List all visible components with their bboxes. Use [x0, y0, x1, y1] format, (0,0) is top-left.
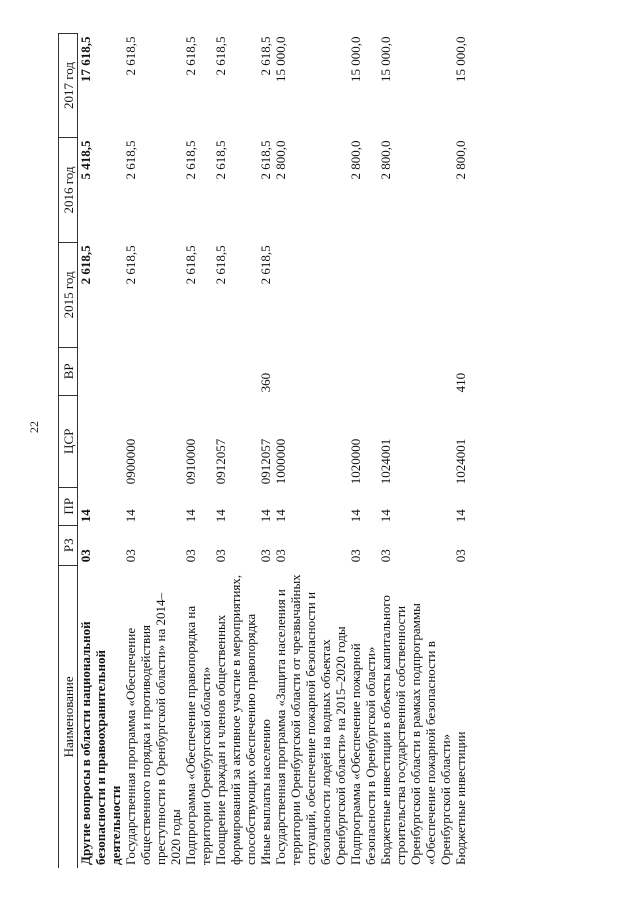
- row-2017: 2 618,5: [183, 36, 198, 76]
- row-rz: 03: [378, 549, 393, 563]
- row-2016: 2 800,0: [453, 140, 468, 180]
- row-name: Государственная программа «Обеспечение общественного порядка и противодействия преступности в Оренбургской области» на 2014–2020 годы: [123, 593, 183, 865]
- row-name: Другие вопросы в области национальной безопасности и правоохранительной деятельности: [78, 621, 123, 865]
- row-2016: 2 800,0: [273, 140, 288, 180]
- table-row: [78, 34, 124, 869]
- budget-table: [58, 33, 468, 868]
- row-vr: 360: [258, 372, 273, 393]
- row-2017: 2 618,5: [213, 36, 228, 76]
- row-vr: [348, 347, 378, 395]
- row-2017: 15 000,0: [273, 36, 288, 82]
- table-row: [258, 34, 273, 869]
- header-pr: ПР: [59, 487, 78, 525]
- row-csr: 1024001: [378, 438, 393, 485]
- row-2015: 2 618,5: [183, 245, 198, 285]
- row-pr: 14: [258, 509, 273, 523]
- row-vr: [123, 347, 183, 395]
- table-row: [123, 34, 183, 869]
- row-2016: 2 800,0: [378, 140, 393, 180]
- row-name: Бюджетные инвестиции: [453, 731, 468, 865]
- page-number: 22: [27, 421, 41, 433]
- row-vr: [378, 347, 453, 395]
- row-2017: 15 000,0: [453, 36, 468, 82]
- row-vr: 410: [453, 372, 468, 393]
- header-2016: 2016 год: [59, 138, 78, 243]
- row-csr: 0912057: [213, 438, 228, 485]
- row-2015: [378, 242, 453, 347]
- row-rz: 03: [183, 549, 198, 563]
- row-2016: 2 618,5: [123, 140, 138, 180]
- row-pr: 14: [183, 509, 198, 523]
- row-2015: [348, 242, 378, 347]
- row-2017: 17 618,5: [78, 36, 93, 82]
- row-pr: 14: [378, 509, 393, 523]
- row-2015: [453, 242, 468, 347]
- row-csr: 0910000: [183, 438, 198, 485]
- table-row: [273, 34, 348, 869]
- row-pr: 14: [123, 509, 138, 523]
- header-2015: 2015 год: [59, 242, 78, 347]
- row-rz: 03: [258, 549, 273, 563]
- rotated-table-container: [58, 33, 578, 868]
- header-csr: ЦСР: [59, 395, 78, 487]
- table-row: [213, 34, 258, 869]
- row-2017: 15 000,0: [378, 36, 393, 82]
- row-csr: 0912057: [258, 438, 273, 485]
- table-row: [183, 34, 213, 869]
- row-rz: 03: [213, 549, 228, 563]
- row-2016: 2 618,5: [213, 140, 228, 180]
- row-2015: 2 618,5: [213, 245, 228, 285]
- row-name: Подпрограмма «Обеспечение пожарной безопасности в Оренбургской области»: [348, 643, 378, 865]
- row-rz: 03: [348, 549, 363, 563]
- row-name: Иные выплаты населению: [258, 719, 273, 865]
- row-vr: [183, 347, 213, 395]
- row-csr: 1024001: [453, 438, 468, 485]
- row-csr: 1000000: [273, 438, 288, 485]
- row-csr: [78, 395, 124, 487]
- header-rz: РЗ: [59, 525, 78, 565]
- row-2015: [273, 242, 348, 347]
- row-2016: 2 618,5: [258, 140, 273, 180]
- row-2017: 2 618,5: [123, 36, 138, 76]
- row-name: Государственная программа «Защита населения и территории Оренбургской области от чрезвычайных ситуаций, обеспечение пожарной безопасности и безопасности людей на водных объектах Оренбургской области» на 2015–2020 годы: [273, 574, 348, 865]
- row-pr: 14: [453, 509, 468, 523]
- row-name: Поощрение граждан и членов общественных формирований за активное участие в мероприятиях, способствующих обеспечению правопорядка: [213, 574, 258, 865]
- row-2016: 2 618,5: [183, 140, 198, 180]
- row-rz: 03: [78, 549, 93, 563]
- row-rz: 03: [273, 549, 288, 563]
- row-pr: 14: [78, 509, 93, 523]
- table-row: [378, 34, 453, 869]
- header-row: [59, 34, 78, 869]
- row-name: Подпрограмма «Обеспечение правопорядка на территории Оренбургской области»: [183, 605, 213, 865]
- row-2017: 2 618,5: [258, 36, 273, 76]
- row-2015: 2 618,5: [78, 245, 93, 285]
- header-name: Наименование: [59, 565, 78, 868]
- row-vr: [213, 347, 258, 395]
- table-row: [348, 34, 378, 869]
- row-pr: 14: [213, 509, 228, 523]
- row-vr: [273, 347, 348, 395]
- row-2016: 2 800,0: [348, 140, 363, 180]
- row-name: Бюджетные инвестиции в объекты капитального строительства государственной собственности Оренбургской области в рамках подпрограммы «Обеспечение пожарной безопасности в Оренбургской области»: [378, 595, 453, 865]
- row-rz: 03: [123, 549, 138, 563]
- table-row: [453, 34, 468, 869]
- row-csr: 0900000: [123, 438, 138, 485]
- row-2015: 2 618,5: [123, 245, 138, 285]
- header-2017: 2017 год: [59, 34, 78, 138]
- row-pr: 14: [273, 509, 288, 523]
- row-vr: [78, 347, 124, 395]
- row-2015: 2 618,5: [258, 245, 273, 285]
- row-2017: 15 000,0: [348, 36, 363, 82]
- row-pr: 14: [348, 509, 363, 523]
- header-vr: ВР: [59, 347, 78, 395]
- row-csr: 1020000: [348, 438, 363, 485]
- row-rz: 03: [453, 549, 468, 563]
- row-2016: 5 418,5: [78, 140, 93, 180]
